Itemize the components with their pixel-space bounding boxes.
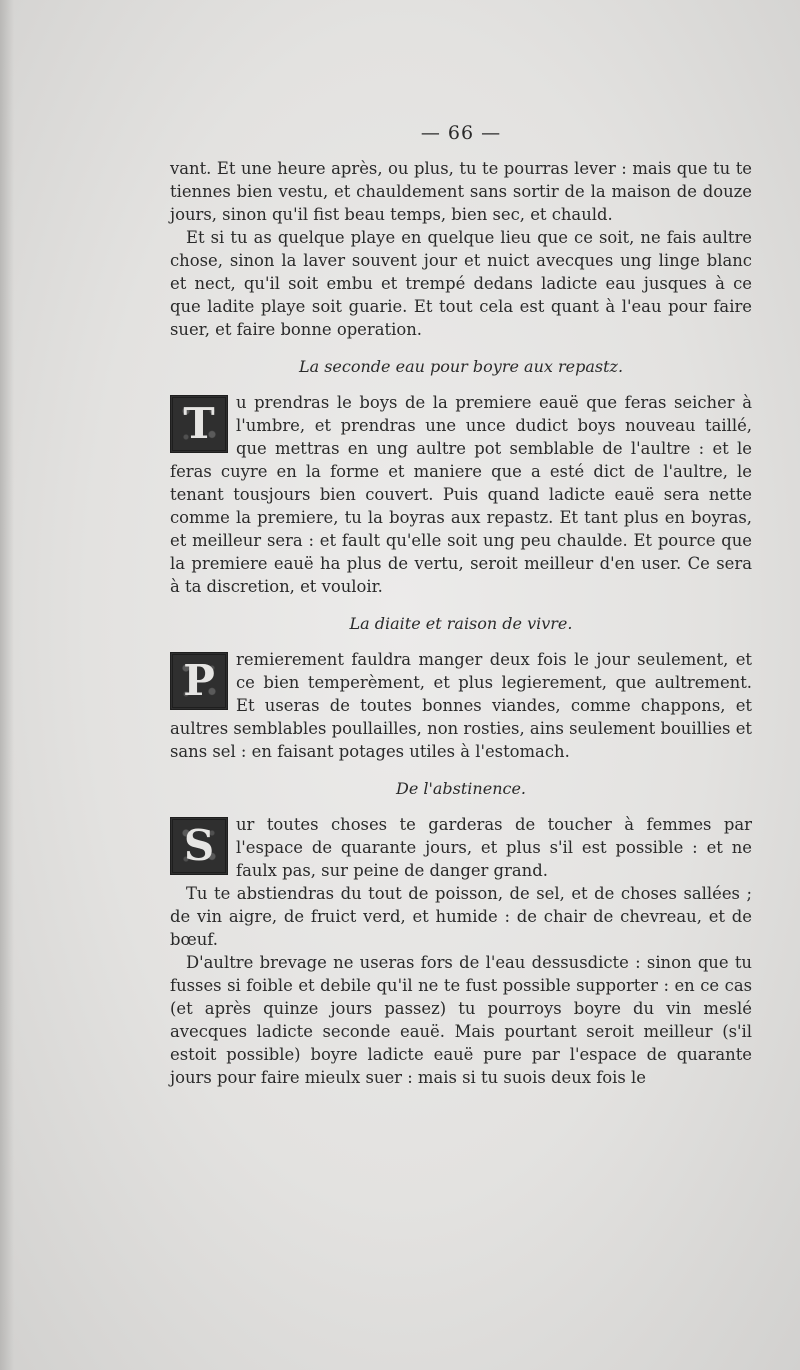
text-block bbox=[170, 122, 752, 1089]
intro-paragraph-2: Et si tu as quelque playe en quelque lieu que ce soit, ne fais aultre chose, sinon la laver souvent jour et nuict avecques ung linge blanc et nect, qu'il soit embu et trempé dedans ladicte eau jusques à ce que ladite playe soit guarie. Et tout cela est quant à l'eau pour faire suer, et faire bonne operation. bbox=[170, 228, 752, 339]
section-text: ur toutes choses te garderas de toucher à femmes par l'espace de quarante jours, et plus s'il est possible : et ne faulx pas, sur peine de danger grand. bbox=[236, 815, 752, 880]
section-extra-paragraph: Tu te abstiendras du tout de poisson, de sel, et de choses sallées ; de vin aigre, de fruict verd, et humide : de chair de chevreau, et de bœuf. bbox=[170, 884, 752, 949]
dropcap-p-icon: P bbox=[170, 652, 228, 710]
dropcap-t-icon: T bbox=[170, 395, 228, 453]
section-seconde-eau bbox=[170, 355, 752, 598]
section-paragraph bbox=[170, 648, 752, 763]
page-number: — 66 — bbox=[420, 122, 502, 144]
section-abstinence bbox=[170, 777, 752, 1089]
section-paragraph bbox=[170, 813, 752, 882]
section-heading: De l'abstinence. bbox=[395, 779, 527, 798]
section-heading: La seconde eau pour boyre aux repastz. bbox=[298, 357, 624, 376]
page-spine-shadow bbox=[0, 0, 14, 1370]
section-text: u prendras le boys de la premiere eauë que feras seicher à l'umbre, et prendras une unce dudict boys nouveau taillé, que mettras en ung aultre pot semblable de l'aultre : et le feras cuyre en la forme et maniere que a esté dict de l'aultre, le tenant tousjours bien couvert. Puis quand ladicte eauë sera nette comme la premiere, tu la boyras aux repastz. Et tant plus en boyras, et meilleur sera : et fault qu'elle soit ung peu chaulde. Et pource que la premiere eauë ha plus de vertu, seroit meilleur d'en user. Ce sera à ta discretion, et vouloir. bbox=[170, 393, 752, 596]
section-extra-paragraph: D'aultre brevage ne useras fors de l'eau dessusdicte : sinon que tu fusses si foible et debile qu'il ne te fust possible supporter : en ce cas (et après quinze jours passez) tu pourroys boyre du vin meslé avecques ladicte seconde eauë. Mais pourtant seroit meilleur (s'il estoit possible) boyre ladicte eauë pure par l'espace de quarante jours pour faire mieulx suer : mais si tu suois deux fois le bbox=[170, 953, 752, 1087]
section-paragraph bbox=[170, 391, 752, 598]
section-heading: La diaite et raison de vivre. bbox=[349, 614, 573, 633]
intro-paragraph-1: vant. Et une heure après, ou plus, tu te pourras lever : mais que tu te tiennes bien vestu, et chauldement sans sortir de la maison de douze jours, sinon qu'il fist beau temps, bien sec, et chauld. bbox=[170, 159, 752, 224]
section-diaite bbox=[170, 612, 752, 763]
section-text: remierement fauldra manger deux fois le jour seulement, et ce bien temperèment, et plus legierement, que aultrement. Et useras de toutes bonnes viandes, comme chappons, et aultres semblables poullailles, non rosties, ains seulement bouillies et sans sel : en faisant potages utiles à l'estomach. bbox=[170, 650, 752, 761]
dropcap-s-icon: S bbox=[170, 817, 228, 875]
